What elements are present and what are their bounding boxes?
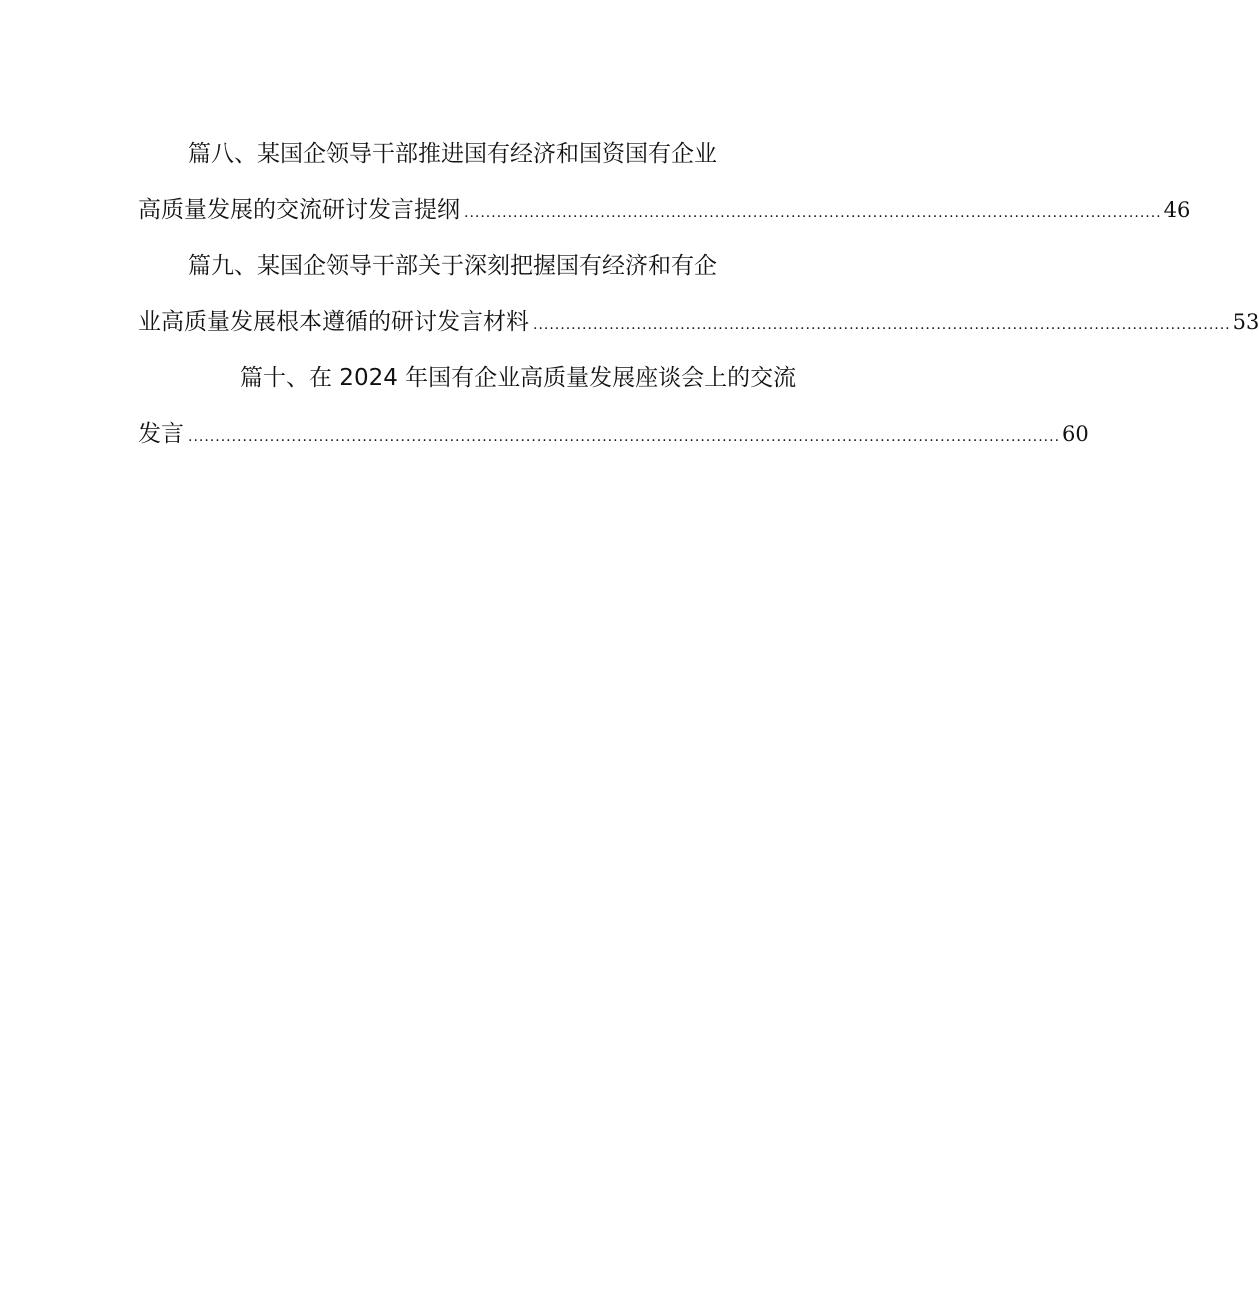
toc-entry-10[interactable] — [138, 350, 1089, 462]
toc-entry-title-line2 — [138, 182, 1191, 238]
toc-entry-title-line1: 篇九、某国企领导干部关于深刻把握国有经济和有企 — [188, 253, 717, 279]
toc-entry-title-continued: 发言 — [138, 421, 184, 447]
toc-entry-title-continued: 高质量发展的交流研讨发言提纲 — [138, 197, 460, 223]
dot-leader: ................................................................................................................................ — [533, 317, 1231, 333]
toc-entry-title-line1: 篇八、某国企领导干部推进国有经济和国资国有企业 — [188, 141, 717, 167]
table-of-contents — [138, 126, 1259, 462]
toc-entry-9[interactable] — [138, 238, 1259, 350]
dot-leader: ................................................................................................................................ — [464, 205, 1162, 221]
toc-page-number: 60 — [1062, 422, 1089, 446]
dot-leader: ................................................................................................................................................................ — [188, 429, 1061, 445]
toc-entry-title-line2 — [138, 406, 1089, 462]
toc-entry-8[interactable] — [138, 126, 1191, 238]
toc-entry-title-line2 — [138, 294, 1259, 350]
toc-entry-title-continued: 业高质量发展根本遵循的研讨发言材料 — [138, 309, 529, 335]
toc-entry-title-line1: 篇十、在 2024 年国有企业高质量发展座谈会上的交流 — [240, 365, 797, 391]
toc-page-number: 46 — [1163, 198, 1191, 222]
toc-page-number: 53 — [1232, 310, 1259, 334]
